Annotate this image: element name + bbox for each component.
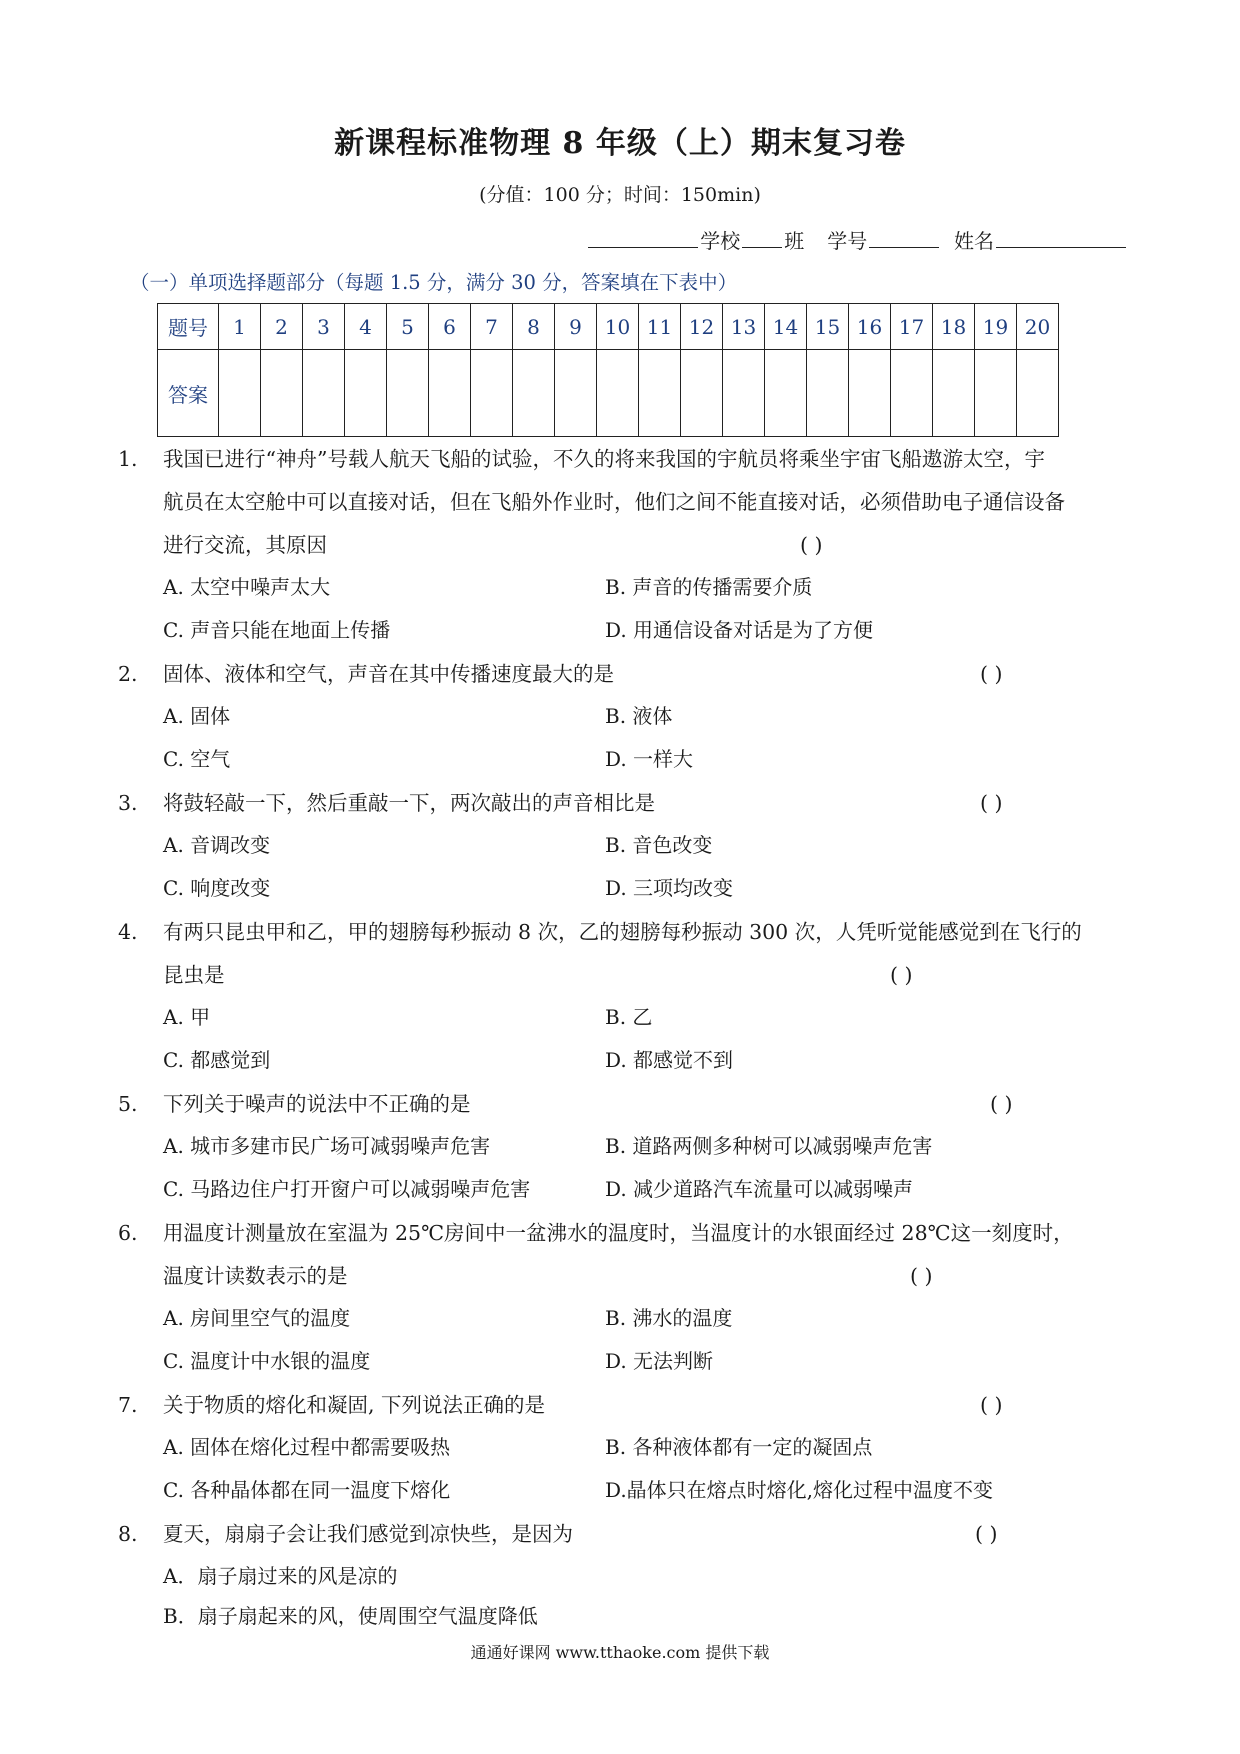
option-b: B. 各种液体都有一定的凝固点 xyxy=(605,1435,873,1459)
class-blank[interactable] xyxy=(742,227,782,248)
question-number: 7. xyxy=(118,1393,138,1417)
answer-cell[interactable] xyxy=(429,350,471,437)
id-blank[interactable] xyxy=(869,227,939,248)
option-b: B. 液体 xyxy=(605,704,673,728)
option-d: D. 减少道路汽车流量可以减弱噪声 xyxy=(605,1177,914,1201)
option-c: C. 声音只能在地面上传播 xyxy=(163,618,391,642)
answer-parentheses: ( ) xyxy=(910,1264,933,1288)
answer-cell[interactable] xyxy=(681,350,723,437)
question-4 xyxy=(0,911,1240,997)
question-number-cell: 15 xyxy=(807,304,849,350)
question-number-cell: 18 xyxy=(933,304,975,350)
question-number-cell: 10 xyxy=(597,304,639,350)
question-number-cell: 17 xyxy=(891,304,933,350)
option-b: B．扇子扇起来的风，使周围空气温度降低 xyxy=(163,1604,538,1628)
question-number-cell: 20 xyxy=(1017,304,1059,350)
answer-parentheses: ( ) xyxy=(980,662,1003,686)
answer-cell[interactable] xyxy=(639,350,681,437)
question-text-line: 我国已进行“神舟”号载人航天飞船的试验，不久的将来我国的宇航员将乘坐宇宙飞船遨游太空，宇 xyxy=(163,447,1045,471)
question-number-cell: 9 xyxy=(555,304,597,350)
option-a: A. 城市多建市民广场可减弱噪声危害 xyxy=(163,1134,491,1158)
option-c: C. 空气 xyxy=(163,747,231,771)
option-b: B. 乙 xyxy=(605,1005,653,1029)
question-text-line: 下列关于噪声的说法中不正确的是 xyxy=(163,1092,471,1116)
option-a: A．扇子扇过来的风是凉的 xyxy=(163,1564,398,1588)
option-c: C. 各种晶体都在同一温度下熔化 xyxy=(163,1478,451,1502)
question-number: 6. xyxy=(118,1221,138,1245)
answer-parentheses: ( ) xyxy=(975,1522,998,1546)
question-text-line: 进行交流，其原因 xyxy=(163,533,327,557)
row-header-answer: 答案 xyxy=(158,350,219,437)
question-8 xyxy=(0,1513,1240,1556)
question-number-cell: 1 xyxy=(219,304,261,350)
question-number: 2. xyxy=(118,662,138,686)
student-info-line xyxy=(588,225,1126,254)
answer-cell[interactable] xyxy=(387,350,429,437)
answer-cell[interactable] xyxy=(555,350,597,437)
answer-cell[interactable] xyxy=(849,350,891,437)
option-c: C. 响度改变 xyxy=(163,876,271,900)
question-number-cell: 6 xyxy=(429,304,471,350)
option-b: B. 道路两侧多种树可以减弱噪声危害 xyxy=(605,1134,933,1158)
answer-cell[interactable] xyxy=(261,350,303,437)
option-c: C. 温度计中水银的温度 xyxy=(163,1349,371,1373)
row-header-number: 题号 xyxy=(158,304,219,350)
school-blank[interactable] xyxy=(588,227,698,248)
answer-cell[interactable] xyxy=(597,350,639,437)
question-text-line: 将鼓轻敲一下，然后重敲一下，两次敲出的声音相比是 xyxy=(163,791,655,815)
answer-cell[interactable] xyxy=(891,350,933,437)
id-label: 学号 xyxy=(827,229,868,253)
question-number: 1. xyxy=(118,447,138,471)
answer-parentheses: ( ) xyxy=(980,791,1003,815)
answer-cell[interactable] xyxy=(765,350,807,437)
answer-table xyxy=(157,303,1059,437)
answer-cell[interactable] xyxy=(723,350,765,437)
question-number: 3. xyxy=(118,791,138,815)
question-text-line: 用温度计测量放在室温为 25℃房间中一盆沸水的温度时，当温度计的水银面经过 28℃这一刻度时， xyxy=(163,1221,1074,1245)
answer-cell[interactable] xyxy=(513,350,555,437)
answer-cell[interactable] xyxy=(807,350,849,437)
question-number-cell: 16 xyxy=(849,304,891,350)
question-number-cell: 12 xyxy=(681,304,723,350)
question-1 xyxy=(0,438,1240,578)
question-number-cell: 4 xyxy=(345,304,387,350)
question-text-line: 有两只昆虫甲和乙，甲的翅膀每秒振动 8 次，乙的翅膀每秒振动 300 次，人凭听觉能感觉到在飞行的 xyxy=(163,920,1082,944)
option-a: A. 房间里空气的温度 xyxy=(163,1306,351,1330)
option-b: B. 沸水的温度 xyxy=(605,1306,733,1330)
option-b: B. 声音的传播需要介质 xyxy=(605,575,813,599)
question-number-cell: 3 xyxy=(303,304,345,350)
question-text-line: 固体、液体和空气，声音在其中传播速度最大的是 xyxy=(163,662,614,686)
section-heading: （一）单项选择题部分（每题 1.5 分，满分 30 分，答案填在下表中） xyxy=(130,271,738,294)
option-d: D.晶体只在熔点时熔化,熔化过程中温度不变 xyxy=(605,1478,994,1502)
question-text-line: 航员在太空舱中可以直接对话，但在飞船外作业时，他们之间不能直接对话，必须借助电子通信设备 xyxy=(163,490,1065,514)
answer-parentheses: ( ) xyxy=(990,1092,1013,1116)
answer-parentheses: ( ) xyxy=(800,533,823,557)
option-a: A. 固体 xyxy=(163,704,231,728)
school-label: 学校 xyxy=(700,229,741,253)
question-text-line: 关于物质的熔化和凝固, 下列说法正确的是 xyxy=(163,1393,546,1417)
question-number-cell: 5 xyxy=(387,304,429,350)
exam-meta: (分值：100 分；时间：150min) xyxy=(479,184,761,206)
question-number-cell: 7 xyxy=(471,304,513,350)
option-c: C. 马路边住户打开窗户可以减弱噪声危害 xyxy=(163,1177,531,1201)
question-text-line: 夏天，扇扇子会让我们感觉到凉快些，是因为 xyxy=(163,1522,573,1546)
answer-cell[interactable] xyxy=(975,350,1017,437)
answer-cell[interactable] xyxy=(1017,350,1059,437)
option-a: A. 甲 xyxy=(163,1005,211,1029)
answer-cell[interactable] xyxy=(345,350,387,437)
question-7 xyxy=(0,1384,1240,1427)
answer-cell[interactable] xyxy=(219,350,261,437)
question-number-cell: 14 xyxy=(765,304,807,350)
option-b: B. 音色改变 xyxy=(605,833,713,857)
answer-parentheses: ( ) xyxy=(890,963,913,987)
answer-cell[interactable] xyxy=(471,350,513,437)
question-number-cell: 11 xyxy=(639,304,681,350)
question-6 xyxy=(0,1212,1240,1298)
option-c: C. 都感觉到 xyxy=(163,1048,271,1072)
option-d: D. 都感觉不到 xyxy=(605,1048,734,1072)
question-number-cell: 8 xyxy=(513,304,555,350)
question-number-cell: 13 xyxy=(723,304,765,350)
question-text-line: 温度计读数表示的是 xyxy=(163,1264,348,1288)
question-number: 8. xyxy=(118,1522,138,1546)
question-3 xyxy=(0,782,1240,825)
option-d: D. 无法判断 xyxy=(605,1349,714,1373)
question-5 xyxy=(0,1083,1240,1126)
option-d: D. 三项均改变 xyxy=(605,876,734,900)
question-text-line: 昆虫是 xyxy=(163,963,225,987)
answer-table-number-row xyxy=(158,304,1059,350)
name-label: 姓名 xyxy=(954,229,994,253)
page-title: 新课程标准物理 8 年级（上）期末复习卷 xyxy=(334,126,906,161)
option-d: D. 一样大 xyxy=(605,747,694,771)
option-a: A. 太空中噪声太大 xyxy=(163,575,331,599)
class-label: 班 xyxy=(784,229,805,253)
answer-cell[interactable] xyxy=(933,350,975,437)
answer-cell[interactable] xyxy=(303,350,345,437)
question-number-cell: 2 xyxy=(261,304,303,350)
option-a: A. 固体在熔化过程中都需要吸热 xyxy=(163,1435,451,1459)
question-number: 5. xyxy=(118,1092,138,1116)
option-d: D. 用通信设备对话是为了方便 xyxy=(605,618,874,642)
answer-parentheses: ( ) xyxy=(980,1393,1003,1417)
option-a: A. 音调改变 xyxy=(163,833,271,857)
name-blank[interactable] xyxy=(996,227,1126,248)
question-2 xyxy=(0,653,1240,696)
footer-source: 通通好课网 www.tthaoke.com 提供下载 xyxy=(470,1643,770,1662)
question-number: 4. xyxy=(118,920,138,944)
answer-table-answer-row xyxy=(158,350,1059,437)
question-number-cell: 19 xyxy=(975,304,1017,350)
